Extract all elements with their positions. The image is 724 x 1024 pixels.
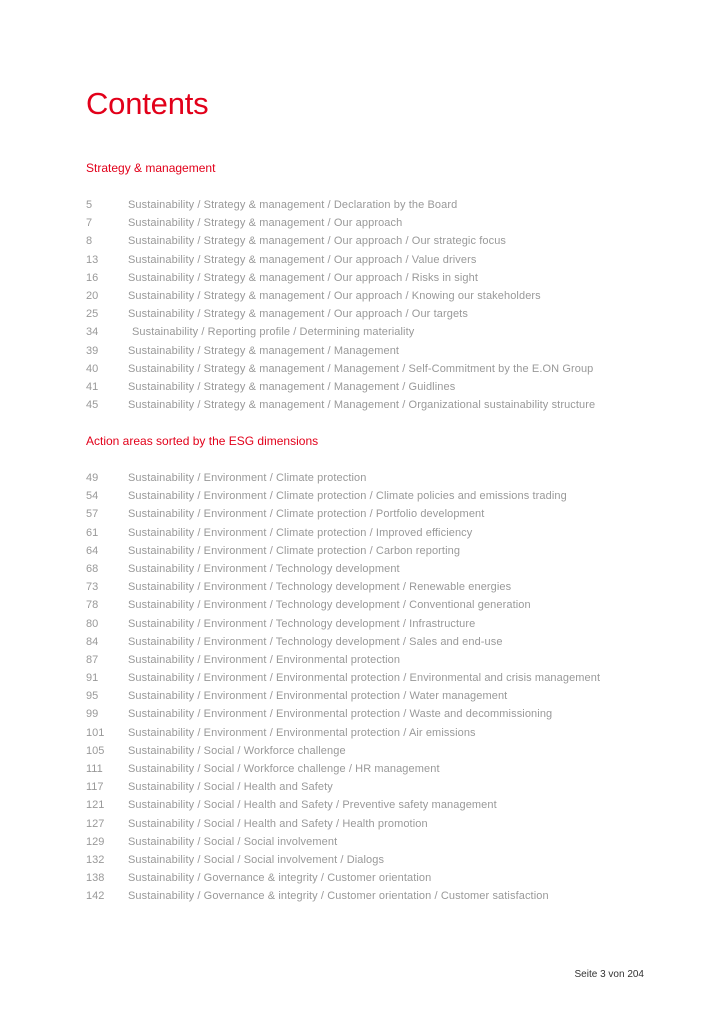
toc-entry[interactable] — [86, 578, 686, 596]
toc-entry-text: Sustainability / Environment / Climate protection / Carbon reporting — [128, 544, 461, 557]
toc-entry[interactable] — [86, 251, 686, 269]
toc-entry-text: Sustainability / Environment / Environmental protection / Air emissions — [128, 726, 476, 739]
toc-entry-text: Sustainability / Reporting profile / Determining materiality — [132, 326, 415, 339]
toc-entry-text: Sustainability / Environment / Climate protection / Portfolio development — [128, 508, 485, 521]
toc-entry[interactable] — [86, 633, 686, 651]
toc-page-number: 8 — [86, 235, 93, 248]
toc-page-number: 45 — [86, 399, 99, 412]
toc-entry[interactable] — [86, 232, 686, 250]
toc-page-number: 78 — [86, 599, 99, 612]
toc-entry[interactable] — [86, 760, 686, 778]
toc-entry-text: Sustainability / Social / Workforce challenge — [128, 744, 346, 757]
toc-entry-text: Sustainability / Environment / Technology development — [128, 562, 400, 575]
toc-page-number: 5 — [86, 199, 93, 211]
toc-page-number: 20 — [86, 289, 99, 302]
toc-entry[interactable] — [86, 596, 686, 614]
toc-entry-text: Sustainability / Strategy & management / Our approach / Our targets — [128, 308, 468, 321]
toc-entry-text: Sustainability / Environment / Technology development / Sales and end-use — [128, 635, 503, 648]
toc-entry-text: Sustainability / Governance & integrity / Customer orientation — [128, 872, 432, 885]
toc-entry[interactable] — [86, 705, 686, 723]
toc-entry-text: Sustainability / Environment / Climate protection / Improved efficiency — [128, 526, 473, 539]
toc-entry-text: Sustainability / Environment / Climate protection — [128, 472, 367, 484]
toc-page-number: 13 — [86, 253, 99, 266]
toc-entry[interactable] — [86, 815, 686, 833]
toc-entry-text: Sustainability / Strategy & management / Our approach / Value drivers — [128, 253, 477, 266]
toc-entry-text: Sustainability / Strategy & management / Management / Organizational sustainability structure — [128, 399, 596, 412]
toc-entry[interactable] — [86, 360, 686, 378]
toc-entry-text: Sustainability / Social / Health and Safety / Health promotion — [128, 817, 428, 830]
toc-page-number: 132 — [86, 853, 105, 866]
toc-entry-text: Sustainability / Environment / Technology development / Renewable energies — [128, 581, 512, 594]
toc-entry[interactable] — [86, 615, 686, 633]
toc-entry[interactable] — [86, 833, 686, 851]
toc-page-number: 34 — [86, 326, 99, 339]
toc-page-number: 64 — [86, 544, 99, 557]
toc-entry[interactable] — [86, 742, 686, 760]
toc-entry[interactable] — [86, 196, 686, 214]
toc-entry[interactable] — [86, 778, 686, 796]
page-number-footer: Seite 3 von 204 — [574, 969, 644, 980]
toc-entry-text: Sustainability / Social / Social involvement — [128, 835, 338, 848]
toc-page-number: 61 — [86, 526, 99, 539]
toc-entry-text: Sustainability / Social / Workforce challenge / HR management — [128, 763, 440, 775]
toc-entry[interactable] — [86, 524, 686, 542]
toc-page-number: 39 — [86, 344, 99, 357]
toc-page-number: 68 — [86, 562, 99, 575]
toc-page-number: 138 — [86, 872, 105, 885]
toc-page-number: 117 — [86, 781, 104, 794]
toc-entry[interactable] — [86, 269, 686, 287]
toc-entry-text: Sustainability / Social / Social involvement / Dialogs — [128, 853, 385, 866]
toc-entry-text: Sustainability / Environment / Technology development / Infrastructure — [128, 617, 476, 630]
toc-entry[interactable] — [86, 796, 686, 814]
toc-entry-text: Sustainability / Environment / Environmental protection / Waste and decommissioning — [128, 708, 553, 721]
toc-entry-text: Sustainability / Strategy & management / Management / Self-Commitment by the E.ON Group — [128, 362, 594, 375]
toc-entry[interactable] — [86, 342, 686, 360]
toc-entry-text: Sustainability / Social / Health and Safety — [128, 781, 333, 794]
toc-entry[interactable] — [86, 378, 686, 396]
toc-entry[interactable] — [86, 651, 686, 669]
toc-page-number: 40 — [86, 362, 99, 375]
toc-page-number: 105 — [86, 744, 105, 757]
toc-page-number: 91 — [86, 672, 99, 685]
toc-entry[interactable] — [86, 469, 686, 487]
toc-entry[interactable] — [86, 887, 686, 905]
toc-entry[interactable] — [86, 287, 686, 305]
section-heading-strategy: Strategy & management — [86, 161, 216, 175]
toc-page-number: 7 — [86, 217, 93, 230]
toc-entry[interactable] — [86, 542, 686, 560]
toc-entry-text: Sustainability / Environment / Environmental protection / Environmental and crisis management — [128, 672, 601, 685]
toc-page-number: 73 — [86, 581, 99, 594]
toc-entry-text: Sustainability / Environment / Environmental protection — [128, 653, 401, 666]
toc-page-number: 111 — [86, 763, 103, 775]
toc-page-number: 142 — [86, 890, 105, 903]
toc-page-number: 49 — [86, 472, 99, 484]
toc-list-esg — [86, 469, 686, 906]
toc-page-number: 101 — [86, 726, 105, 739]
toc-page-number: 95 — [86, 690, 99, 703]
toc-list-strategy — [86, 196, 686, 414]
toc-entry[interactable] — [86, 669, 686, 687]
toc-entry[interactable] — [86, 687, 686, 705]
toc-page-number: 57 — [86, 508, 99, 521]
toc-entry-text: Sustainability / Environment / Technology development / Conventional generation — [128, 599, 531, 612]
toc-page-number: 87 — [86, 653, 99, 666]
toc-entry-text: Sustainability / Strategy & management / Our approach / Our strategic focus — [128, 235, 507, 248]
toc-entry-text: Sustainability / Strategy & management / Management / Guidlines — [128, 380, 456, 393]
toc-entry[interactable] — [86, 724, 686, 742]
toc-page-number: 41 — [86, 380, 99, 393]
toc-entry-text: Sustainability / Environment / Climate protection / Climate policies and emissions trading — [128, 490, 567, 503]
toc-entry[interactable] — [86, 560, 686, 578]
toc-entry[interactable] — [86, 869, 686, 887]
toc-page-number: 127 — [86, 817, 105, 830]
toc-page-number: 80 — [86, 617, 99, 630]
toc-page-number: 54 — [86, 490, 99, 503]
toc-entry[interactable] — [86, 396, 686, 414]
toc-page-number: 121 — [86, 799, 105, 812]
toc-entry-text: Sustainability / Environment / Environmental protection / Water management — [128, 690, 508, 703]
toc-entry-text: Sustainability / Strategy & management / Our approach — [128, 217, 403, 230]
toc-entry[interactable] — [86, 323, 686, 341]
toc-page-number: 16 — [86, 271, 99, 284]
toc-entry-text: Sustainability / Strategy & management / Our approach / Risks in sight — [128, 271, 478, 284]
toc-entry-text: Sustainability / Strategy & management / Management — [128, 344, 400, 357]
toc-page-number: 99 — [86, 708, 99, 721]
toc-entry-text: Sustainability / Strategy & management / Declaration by the Board — [128, 199, 458, 211]
toc-page-number: 25 — [86, 308, 99, 321]
toc-entry[interactable] — [86, 305, 686, 323]
toc-entry-text: Sustainability / Social / Health and Safety / Preventive safety management — [128, 799, 497, 812]
toc-entry-text: Sustainability / Governance & integrity / Customer orientation / Customer satisfaction — [128, 890, 549, 903]
toc-entry[interactable] — [86, 505, 686, 523]
toc-entry-text: Sustainability / Strategy & management / Our approach / Knowing our stakeholders — [128, 289, 541, 302]
toc-entry[interactable] — [86, 214, 686, 232]
page-title: Contents — [86, 86, 209, 121]
toc-page-number: 129 — [86, 835, 105, 848]
toc-page-number: 84 — [86, 635, 99, 648]
toc-entry[interactable] — [86, 851, 686, 869]
section-heading-esg: Action areas sorted by the ESG dimensions — [86, 434, 319, 448]
toc-entry[interactable] — [86, 487, 686, 505]
